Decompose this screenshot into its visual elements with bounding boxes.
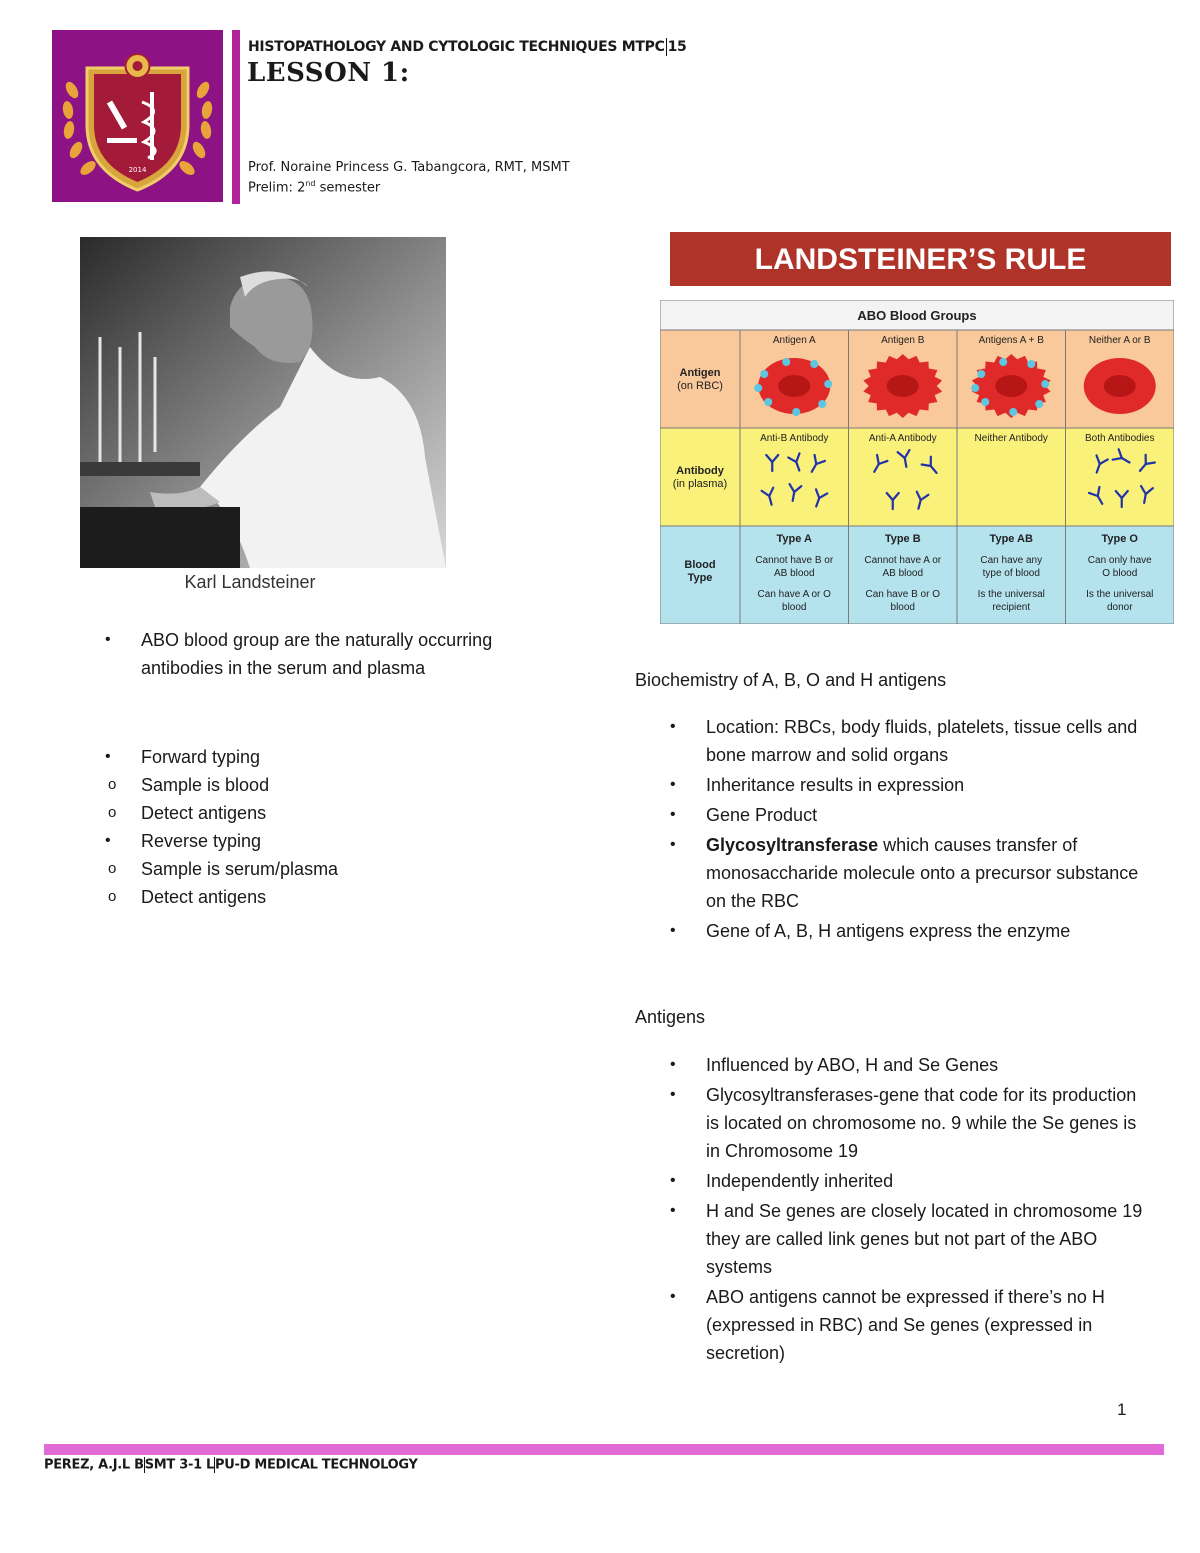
- sub-item: o Detect antigens: [70, 883, 561, 911]
- antigen-dot: [1035, 400, 1043, 408]
- blood-type-desc: Can have A or O: [757, 589, 831, 600]
- list-item: • Gene of A, B, H antigens express the enzyme: [706, 917, 1146, 945]
- row-label-blood_type-sub: Type: [687, 572, 713, 584]
- list-item: • H and Se genes are closely located in chromosome 19 they are called link genes but not part of the ABO systems: [706, 1197, 1146, 1281]
- blood-type-desc: donor: [1106, 602, 1133, 613]
- antigen-dot: [782, 358, 790, 366]
- list-item: • Glycosyltransferases-gene that code for its production is located on chromosome no. 9 while the Se genes is in Chromosome 19: [706, 1081, 1146, 1165]
- lesson-title: LESSON 1:: [247, 58, 410, 88]
- antigen-dot: [1009, 408, 1017, 416]
- blood-type-desc: blood: [890, 602, 915, 613]
- sub-item: o Detect antigens: [70, 799, 561, 827]
- biochemistry-heading: Biochemistry of A, B, O and H antigens: [635, 670, 947, 690]
- antigen-dot: [760, 370, 768, 378]
- blood-type-desc: blood: [782, 602, 807, 613]
- abo-blood-group-table: [660, 300, 1174, 624]
- page-number: 1: [1117, 1400, 1127, 1419]
- antibody-label: Anti-A Antibody: [868, 433, 937, 444]
- rbc-center: [1104, 375, 1136, 397]
- row-label-antibody-sub: (in plasma): [672, 478, 728, 490]
- blood-type-desc: AB blood: [882, 568, 924, 579]
- landsteiner-portrait: [80, 237, 446, 568]
- antigen-dot: [999, 358, 1007, 366]
- blood-type-desc: Can only have: [1087, 555, 1152, 566]
- blood-type-label: Type O: [1101, 533, 1138, 545]
- header-accent-bar: [232, 30, 240, 204]
- blood-type-desc: AB blood: [773, 568, 815, 579]
- list-item: • Influenced by ABO, H and Se Genes: [706, 1051, 1146, 1079]
- blood-type-desc: Can have B or O: [865, 589, 940, 600]
- reverse-typing-label: Reverse typing: [141, 831, 262, 851]
- antigen-dot: [977, 370, 985, 378]
- abo-intro-list: [141, 626, 561, 682]
- sub-item: o Sample is blood: [70, 771, 561, 799]
- footer-text: PEREZ, A.J.L BSMT 3-1 LPU-D MEDICAL TECHNOLOGY: [44, 1457, 418, 1473]
- forward-typing-label: Forward typing: [141, 747, 261, 767]
- professor-name: Prof. Noraine Princess G. Tabangcora, RMT, MSMT: [248, 160, 570, 175]
- blood-type-desc: Cannot have A or: [864, 555, 942, 566]
- antigen-dot: [818, 400, 826, 408]
- antigen-dot: [824, 380, 832, 388]
- antigen-label: Neither A or B: [1088, 335, 1151, 346]
- antigen-dot: [981, 398, 989, 406]
- row-label-antibody: Antibody: [676, 465, 724, 477]
- forward-typing-sublist: [70, 771, 561, 827]
- rbc-center: [995, 375, 1027, 397]
- antibody-label: Anti-B Antibody: [760, 433, 829, 444]
- blood-type-desc: Is the universal: [977, 589, 1045, 600]
- blood-type-desc: Cannot have B or: [755, 555, 834, 566]
- antigen-dot: [971, 384, 979, 392]
- list-item: • Inheritance results in expression: [706, 771, 1146, 799]
- antigen-label: Antigen B: [881, 335, 925, 346]
- antibody-label: Neither Antibody: [974, 433, 1048, 444]
- antigen-dot: [1027, 360, 1035, 368]
- list-item-forward-typing: [141, 743, 561, 827]
- row-label-antigen-sub: (on RBC): [677, 380, 723, 392]
- antigens-list: [706, 1051, 1146, 1369]
- antigen-dot: [1041, 380, 1049, 388]
- list-item: • ABO blood group are the naturally occurring antibodies in the serum and plasma: [141, 626, 561, 682]
- blood-type-desc: type of blood: [982, 568, 1040, 579]
- portrait-caption: Karl Landsteiner: [184, 572, 316, 592]
- antigens-heading: Antigens: [635, 1007, 706, 1027]
- society-logo: [52, 30, 223, 202]
- rbc-center: [778, 375, 810, 397]
- blood-type-desc: O blood: [1102, 568, 1138, 579]
- antigen-dot: [792, 408, 800, 416]
- row-label-blood_type: Blood: [684, 559, 716, 571]
- term-info: Prelim: 2nd semester: [248, 179, 381, 196]
- glycosyltransferase-term: Glycosyltransferase: [706, 835, 879, 855]
- antigen-dot: [810, 360, 818, 368]
- antigen-label: Antigen A: [772, 335, 816, 346]
- blood-type-label: Type A: [776, 533, 812, 545]
- blood-type-desc: Can have any: [980, 555, 1043, 566]
- antigen-dot: [764, 398, 772, 406]
- row-label-antigen: Antigen: [679, 367, 721, 379]
- course-title: HISTOPATHOLOGY AND CYTOLOGIC TECHNIQUES MTPC 15: [248, 39, 687, 55]
- antigen-label: Antigens A + B: [978, 335, 1044, 346]
- landsteiner-rule-banner: LANDSTEINER’S RULE: [670, 232, 1171, 286]
- list-item: • ABO antigens cannot be expressed if there’s no H (expressed in RBC) and Se genes (expressed in secretion): [706, 1283, 1146, 1367]
- blood-type-label: Type AB: [989, 533, 1033, 545]
- antigen-dot: [754, 384, 762, 392]
- blood-type-label: Type B: [884, 533, 921, 545]
- footer-accent-bar: [44, 1444, 1164, 1455]
- sub-item: o Sample is serum/plasma: [70, 855, 561, 883]
- svg-text:2014: 2014: [128, 166, 147, 174]
- blood-type-desc: recipient: [992, 602, 1031, 613]
- rbc-center: [887, 375, 919, 397]
- list-item: • Glycosyltransferase which causes transfer of monosaccharide molecule onto a precursor substance on the RBC: [706, 831, 1146, 915]
- list-item-reverse-typing: [141, 827, 561, 911]
- biochemistry-list: [706, 713, 1146, 947]
- list-item: • Location: RBCs, body fluids, platelets, tissue cells and bone marrow and solid organs: [706, 713, 1146, 769]
- list-item: • Independently inherited: [706, 1167, 1146, 1195]
- antibody-label: Both Antibodies: [1085, 433, 1155, 444]
- blood-type-desc: Is the universal: [1086, 589, 1154, 600]
- reverse-typing-sublist: [70, 855, 561, 911]
- table-title: ABO Blood Groups: [857, 308, 977, 323]
- typing-list: [141, 743, 561, 911]
- list-item: • Gene Product: [706, 801, 1146, 829]
